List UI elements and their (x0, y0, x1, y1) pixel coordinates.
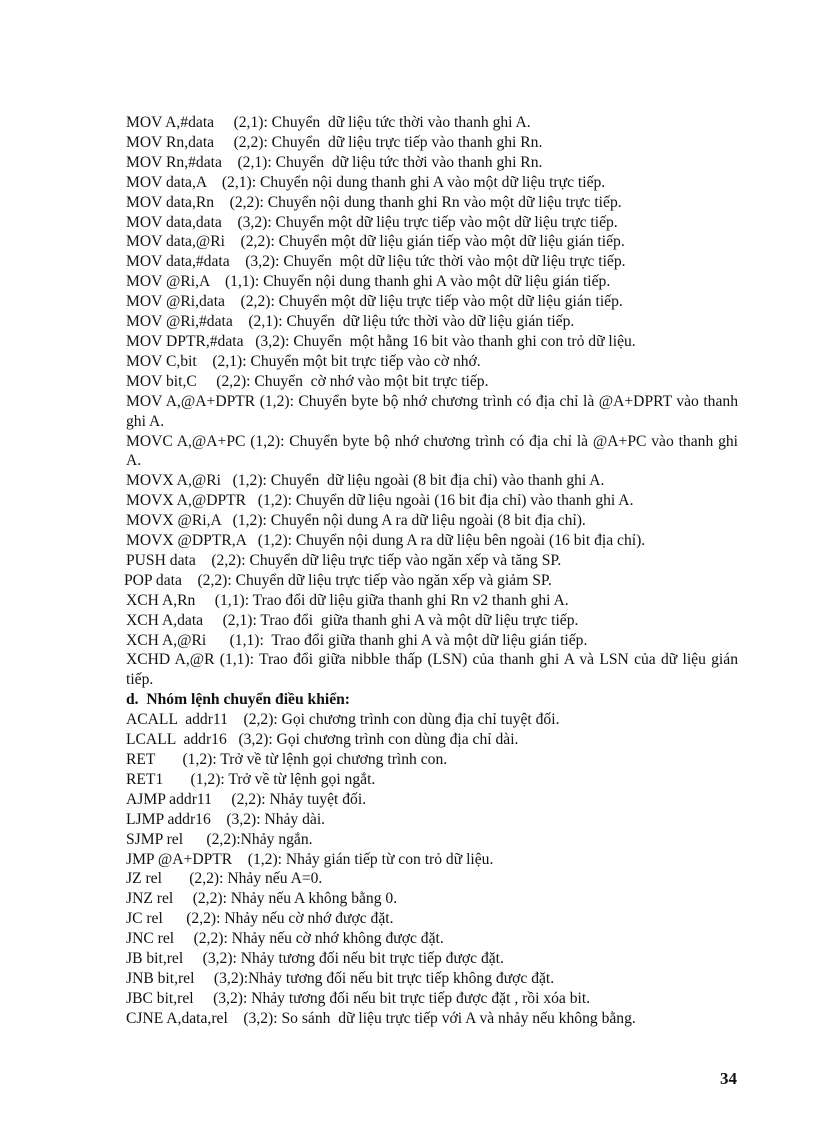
text-line: MOV @Ri,A (1,1): Chuyển nội dung thanh ghi A vào một dữ liệu gián tiếp. (126, 273, 611, 291)
text-line: MOV data,#data (3,2): Chuyển một dữ liệu tức thời vào một dữ liệu trực tiếp. (126, 253, 626, 271)
text-line: LCALL addr16 (3,2): Gọi chương trình con dùng địa chỉ dài. (126, 731, 519, 749)
text-line: JZ rel (2,2): Nhảy nếu A=0. (126, 870, 323, 888)
text-line: MOV data,A (2,1): Chuyển nội dung thanh ghi A vào một dữ liệu trực tiếp. (126, 173, 606, 191)
text-line: JC rel (2,2): Nhảy nếu cờ nhớ được đặt. (126, 910, 394, 928)
text-line: MOV Rn,data (2,2): Chuyển dữ liệu trực tiếp vào thanh ghi Rn. (126, 133, 543, 151)
text-line: JNC rel (2,2): Nhảy nếu cờ nhớ không được đặt. (126, 930, 444, 948)
text-line: XCH A,Rn (1,1): Trao đổi dữ liệu giữa thanh ghi Rn v2 thanh ghi A. (126, 591, 569, 609)
text-line: PUSH data (2,2): Chuyển dữ liệu trực tiếp vào ngăn xếp và tăng SP. (126, 551, 562, 569)
text-line: MOVX A,@Ri (1,2): Chuyển dữ liệu ngoài (8 bit địa chỉ) vào thanh ghi A. (126, 472, 605, 490)
text-line: JBC bit,rel (3,2): Nhảy tương đối nếu bit trực tiếp được đặt , rồi xóa bit. (126, 989, 591, 1007)
text-line: MOV data,data (3,2): Chuyển một dữ liệu trực tiếp vào một dữ liệu trực tiếp. (126, 213, 618, 231)
text-line: MOVX @Ri,A (1,2): Chuyển nội dung A ra dữ liệu ngoài (8 bit địa chỉ). (126, 512, 586, 530)
text-line: MOV C,bit (2,1): Chuyển một bit trực tiếp vào cờ nhớ. (126, 352, 481, 370)
text-line: MOV bit,C (2,2): Chuyển cờ nhớ vào một bit trực tiếp. (126, 372, 489, 390)
text-line: MOVX @DPTR,A (1,2): Chuyển nội dung A ra dữ liệu bên ngoài (16 bit địa chỉ). (126, 532, 646, 550)
text-line: MOV @Ri,data (2,2): Chuyển một dữ liệu trực tiếp vào một dữ liệu gián tiếp. (126, 293, 623, 311)
text-line: POP data (2,2): Chuyển dữ liệu trực tiếp vào ngăn xếp và giảm SP. (124, 571, 552, 589)
page-number: 34 (720, 1069, 737, 1088)
text-line: MOV data,Rn (2,2): Chuyển nội dung thanh ghi Rn vào một dữ liệu trực tiếp. (126, 193, 622, 211)
wrapped-paragraph: MOV A,@A+DPTR (1,2): Chuyển byte bộ nhớ chương trình có địa chỉ là @A+DPRT vào thanh ghi A. (126, 392, 738, 430)
section-heading: d. Nhóm lệnh chuyển điều khiển: (126, 691, 351, 709)
text-line: JB bit,rel (3,2): Nhảy tương đối nếu bit trực tiếp được đặt. (126, 950, 504, 968)
wrapped-paragraph: XCHD A,@R (1,1): Trao đổi giữa nibble thấp (LSN) của thanh ghi A và LSN của dữ liệu gián tiếp. (126, 651, 738, 689)
text-line: MOV DPTR,#data (3,2): Chuyển một hằng 16 bit vào thanh ghi con trỏ dữ liệu. (126, 332, 636, 350)
text-line: MOV Rn,#data (2,1): Chuyển dữ liệu tức thời vào thanh ghi Rn. (126, 153, 543, 171)
text-line: CJNE A,data,rel (3,2): So sánh dữ liệu trực tiếp với A và nhảy nếu không bằng. (126, 1009, 636, 1027)
text-line: AJMP addr11 (2,2): Nhảy tuyệt đối. (126, 790, 367, 808)
text-line: JMP @A+DPTR (1,2): Nhảy gián tiếp từ con trỏ dữ liệu. (126, 850, 494, 868)
text-line: RET (1,2): Trở về từ lệnh gọi chương trình con. (126, 751, 448, 768)
wrapped-paragraph: MOVC A,@A+PC (1,2): Chuyển byte bộ nhớ chương trình có địa chỉ là @A+PC vào thanh ghi A. (126, 432, 738, 470)
text-line: JNZ rel (2,2): Nhảy nếu A không bằng 0. (126, 890, 398, 908)
text-line: MOV @Ri,#data (2,1): Chuyển dữ liệu tức thời vào dữ liệu gián tiếp. (126, 313, 575, 331)
text-line: MOV data,@Ri (2,2): Chuyển một dữ liệu gián tiếp vào một dữ liệu gián tiếp. (126, 233, 625, 251)
text-line: JNB bit,rel (3,2):Nhảy tương đối nếu bit trực tiếp không được đặt. (126, 969, 555, 987)
text-line: RET1 (1,2): Trở về từ lệnh gọi ngắt. (126, 770, 376, 788)
text-line: ACALL addr11 (2,2): Gọi chương trình con dùng địa chỉ tuyệt đối. (126, 711, 560, 729)
text-line: SJMP rel (2,2):Nhảy ngắn. (126, 830, 313, 848)
text-line: MOVX A,@DPTR (1,2): Chuyển dữ liệu ngoài (16 bit địa chỉ) vào thanh ghi A. (126, 492, 634, 510)
text-line: XCH A,data (2,1): Trao đổi giữa thanh ghi A và một dữ liệu trực tiếp. (126, 611, 579, 629)
text-line: MOV A,#data (2,1): Chuyển dữ liệu tức thời vào thanh ghi A. (126, 114, 531, 131)
text-line: XCH A,@Ri (1,1): Trao đổi giữa thanh ghi A và một dữ liệu gián tiếp. (126, 631, 588, 649)
text-line: LJMP addr16 (3,2): Nhảy dài. (126, 810, 326, 828)
document-body (126, 113, 738, 1029)
